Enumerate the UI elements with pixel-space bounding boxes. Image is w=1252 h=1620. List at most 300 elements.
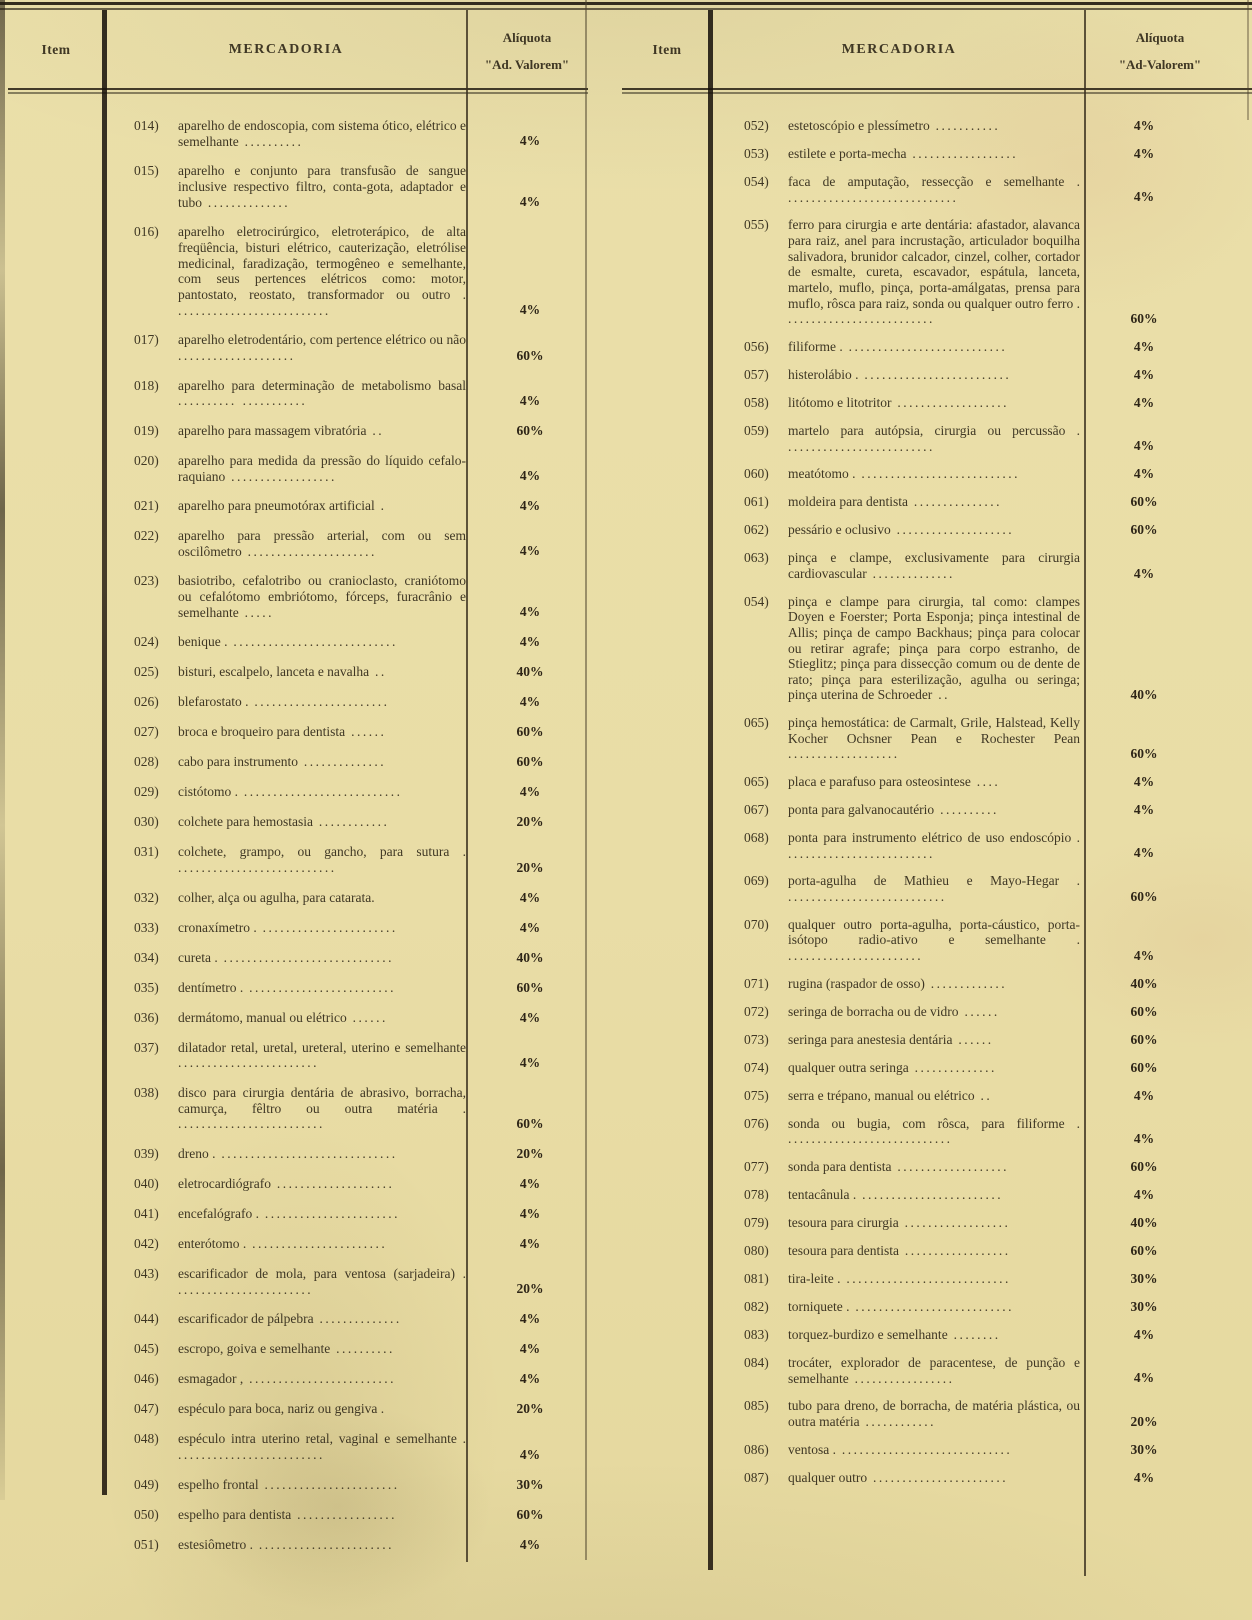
table-row: [744, 594, 1196, 704]
item-description: [178, 453, 478, 484]
item-number: 049): [134, 1476, 159, 1492]
item-number: 028): [134, 754, 159, 770]
item-description: [788, 395, 1092, 411]
item-description-text: tira-leite .: [788, 1271, 841, 1286]
dot-leader: .......................: [788, 948, 924, 964]
dot-leader: ............: [312, 814, 390, 830]
item-description-text: dilatador retal, uretal, ureteral, uterino e semelhante: [178, 1039, 466, 1055]
item-description: [178, 1401, 478, 1417]
item-number: 067): [744, 802, 769, 818]
item-rate: 40%: [1130, 1215, 1158, 1230]
item-description-text: ponta para galvanocautério: [788, 802, 935, 818]
item-number: 031): [134, 844, 159, 860]
item-rate: 4%: [519, 1446, 541, 1462]
column-header-item: Item: [41, 42, 71, 57]
item-number: 051): [134, 1536, 159, 1552]
dot-leader: ..: [366, 422, 385, 438]
item-rate: 4%: [519, 1176, 541, 1192]
dot-leader: ........................: [178, 1055, 319, 1071]
item-description-text: qualquer outro: [788, 1469, 868, 1485]
item-description: [788, 1299, 1092, 1315]
table-row: [134, 498, 582, 514]
dot-leader: ...........................: [855, 466, 1020, 482]
dot-leader: ........................: [856, 1187, 1004, 1202]
dot-leader: ..................: [898, 1215, 1011, 1230]
item-description: [788, 1004, 1092, 1020]
item-rate: 4%: [1133, 338, 1155, 354]
item-rate: 40%: [516, 664, 544, 680]
table-row: [134, 1401, 582, 1417]
item-description: [178, 224, 478, 318]
table-row: [134, 1477, 582, 1493]
table-row: [744, 217, 1196, 327]
dot-leader: .........................: [243, 979, 396, 995]
table-row: [134, 890, 582, 906]
item-description-text: sonda para dentista: [788, 1159, 892, 1174]
item-description: [788, 594, 1092, 704]
dot-leader: .......................: [256, 919, 398, 935]
table-row: [134, 1311, 582, 1327]
dot-leader: .......................: [248, 694, 390, 710]
item-rate: 4%: [519, 1371, 541, 1387]
item-description: [788, 873, 1092, 904]
dot-leader: .......................: [258, 1476, 400, 1492]
item-description: [788, 1442, 1092, 1458]
dot-leader: ...............: [907, 494, 1002, 510]
item-number: 030): [134, 814, 159, 830]
item-description-text: espéculo para boca, nariz ou gengiva .: [178, 1401, 385, 1417]
dot-leader: .............: [924, 975, 1008, 991]
dot-leader: ......: [346, 1009, 388, 1025]
item-number: 026): [134, 694, 159, 710]
item-number: 032): [134, 889, 159, 905]
table-row: [744, 830, 1196, 861]
item-rate: 4%: [1133, 1469, 1155, 1485]
item-number: 036): [134, 1009, 159, 1025]
item-description-text: dentímetro .: [178, 979, 244, 995]
item-rate: 4%: [1133, 1131, 1155, 1146]
item-description-text: eletrocardiógrafo: [178, 1176, 271, 1192]
item-description-text: aparelho para pneumotórax artificial: [178, 498, 375, 514]
item-description-text: bisturi, escalpelo, lanceta e navalha: [178, 664, 370, 680]
item-rate: 4%: [1133, 947, 1155, 963]
item-rate: 20%: [516, 1146, 544, 1162]
item-number: 038): [134, 1085, 159, 1101]
dot-leader: ....................: [890, 522, 1015, 538]
item-rate: 40%: [516, 949, 544, 965]
table-row: [134, 1371, 582, 1387]
item-rate: 60%: [1130, 1003, 1158, 1019]
table-row: [744, 339, 1196, 355]
item-description: [178, 784, 478, 800]
item-description: [178, 844, 478, 875]
item-description: [178, 1236, 478, 1252]
item-number: 054): [744, 174, 769, 189]
table-row: [134, 1206, 582, 1222]
item-description-text: encefalógrafo .: [178, 1206, 259, 1222]
item-rate: 4%: [519, 1055, 541, 1071]
item-description-text: esmagador ,: [178, 1371, 244, 1387]
item-rate: 20%: [516, 859, 544, 875]
item-number: 086): [744, 1441, 769, 1457]
dot-leader: ..............: [297, 754, 387, 770]
item-number: 069): [744, 873, 769, 889]
dot-leader: ..................: [225, 468, 337, 484]
item-rate: 4%: [519, 1236, 541, 1252]
table-row: [744, 1215, 1196, 1231]
item-description-text: filiforme .: [788, 338, 843, 354]
table-row: [744, 774, 1196, 790]
item-description-text: pinça e clampe para cirurgia, tal como: clampes Doyen e Foerster; Porta Esponja; pinça intestinal de Allis; pinça de campo Backhaus; pinça para colocar ou retirar agrafe; pinça para corpo estranho, de Stieglitz; pinça para dissecção comum ou de dente de rato; pinça para esterilização, agulha ou seringa; pinça uterina de Schroeder: [788, 593, 1080, 703]
item-number: 056): [744, 338, 769, 354]
dot-leader: ...................: [788, 746, 900, 762]
column-header-mercadoria: MERCADORIA: [841, 42, 957, 57]
item-description-text: histerolábio .: [788, 366, 859, 382]
dot-leader: ......: [345, 724, 387, 740]
item-rate: 4%: [519, 498, 541, 514]
item-description: [788, 466, 1092, 482]
item-number: 048): [134, 1431, 159, 1447]
item-rate: 4%: [519, 634, 541, 650]
item-rate: 4%: [519, 1206, 541, 1222]
dot-leader: .........................: [788, 438, 935, 454]
item-number: 060): [744, 466, 769, 482]
item-rate: 4%: [1133, 1087, 1155, 1103]
table-row: [744, 1159, 1196, 1175]
dot-leader: ......................: [241, 543, 377, 559]
item-description: [788, 1215, 1092, 1231]
item-description: [788, 774, 1092, 790]
item-rate: 60%: [516, 347, 544, 363]
item-description: [788, 1327, 1092, 1343]
item-number: 083): [744, 1327, 769, 1342]
item-rate: 4%: [519, 889, 541, 905]
header-rule: [622, 88, 1252, 90]
item-description: [178, 1266, 478, 1297]
item-description-text: rugina (raspador de osso): [788, 975, 925, 991]
table-row: [744, 550, 1196, 581]
item-description: [788, 715, 1092, 762]
item-rate: 30%: [516, 1476, 544, 1492]
item-description-text: aparelho para massagem vibratória: [178, 422, 367, 438]
dot-leader: ..........: [934, 802, 999, 818]
item-description-text: seringa para anestesia dentária: [788, 1031, 953, 1047]
table-row: [134, 378, 582, 409]
item-rate: 60%: [1130, 1059, 1158, 1075]
item-description: [178, 694, 478, 710]
item-rate: 4%: [519, 1311, 541, 1327]
item-description: [178, 1431, 478, 1462]
item-number: 063): [744, 550, 769, 566]
item-number: 073): [744, 1031, 769, 1047]
item-number: 037): [134, 1039, 159, 1055]
dot-leader: .....: [238, 604, 274, 620]
item-rate: 4%: [519, 468, 541, 484]
table-row: [134, 1236, 582, 1252]
column-header-mercadoria: MERCADORIA: [228, 42, 344, 57]
item-description: [178, 664, 478, 680]
item-number: 054): [744, 593, 769, 609]
item-rate: 4%: [1133, 438, 1155, 454]
dot-leader: ...................: [891, 394, 1009, 410]
item-number: 062): [744, 522, 769, 538]
table-row: [744, 1299, 1196, 1315]
item-number: 081): [744, 1271, 769, 1286]
dot-leader: .........................: [788, 845, 935, 861]
item-number: 076): [744, 1115, 769, 1131]
item-number: 023): [134, 573, 159, 589]
item-number: 072): [744, 1003, 769, 1019]
table-row: [744, 1470, 1196, 1486]
item-description: [788, 917, 1092, 964]
item-number: 033): [134, 919, 159, 935]
table-row: [134, 950, 582, 966]
item-rate: 4%: [519, 784, 541, 800]
item-rate: 4%: [1133, 1187, 1155, 1202]
table-row: [134, 784, 582, 800]
item-description-text: cabo para instrumento: [178, 754, 298, 770]
item-description: [788, 1116, 1092, 1147]
dot-leader: ..............: [202, 194, 291, 210]
item-rate: 4%: [519, 1536, 541, 1552]
table-row: [744, 174, 1196, 205]
item-description-text: cistótomo .: [178, 784, 238, 800]
dot-leader: ...........: [929, 118, 1001, 133]
item-description-text: moldeira para dentista: [788, 494, 908, 510]
item-description: [178, 423, 478, 439]
item-rate: 60%: [516, 754, 544, 770]
table-row: [744, 494, 1196, 510]
item-description: [788, 1088, 1092, 1104]
table-row: [134, 844, 582, 875]
item-rate: 4%: [519, 392, 541, 408]
item-description: [788, 339, 1092, 355]
item-rate: 4%: [519, 604, 541, 620]
dot-leader: ..: [369, 664, 387, 680]
column-header-aliquota: [1084, 24, 1236, 79]
item-description-text: porta-agulha de Mathieu e Mayo-Hegar .: [788, 873, 1080, 889]
table-row: [134, 1341, 582, 1357]
item-rate: 60%: [516, 979, 544, 995]
table-row: [744, 466, 1196, 482]
item-number: 024): [134, 634, 159, 650]
item-number: 029): [134, 784, 159, 800]
item-description: [178, 1085, 478, 1132]
table-row: [744, 1088, 1196, 1104]
table-row: [744, 1243, 1196, 1259]
item-description-text: basiotribo, cefalotribo ou cranioclasto, craniótomo ou cefalótomo embriótomo, fórceps, furacrânio e semelhante: [178, 573, 466, 620]
item-description-text: estesiômetro .: [178, 1536, 253, 1552]
item-rate: 4%: [1133, 394, 1155, 410]
item-rate: 4%: [1133, 189, 1155, 205]
table-row: [134, 573, 582, 620]
dot-leader: .......... ...........: [178, 393, 308, 409]
item-rate: 4%: [1133, 366, 1155, 382]
item-description: [788, 1060, 1092, 1076]
item-description-text: aparelho e conjunto para transfusão de sangue inclusive respectivo filtro, conta-gota, adaptador e tubo: [178, 163, 466, 210]
tariff-table-left: [8, 0, 588, 1620]
item-rate: 60%: [1130, 888, 1158, 904]
item-number: 071): [744, 975, 769, 991]
dot-leader: ......: [952, 1031, 994, 1047]
table-row: [744, 423, 1196, 454]
dot-leader: .........................: [178, 1116, 325, 1132]
item-number: 078): [744, 1187, 769, 1202]
item-description: [788, 976, 1092, 992]
item-description: [788, 494, 1092, 510]
table-header: [8, 12, 588, 88]
item-rate: 4%: [519, 302, 541, 318]
table-row: [134, 1266, 582, 1297]
item-number: 044): [134, 1311, 159, 1327]
item-description: [788, 1355, 1092, 1386]
table-row: [744, 1398, 1196, 1429]
dot-leader: .................: [848, 1370, 955, 1386]
item-rate: 60%: [516, 1506, 544, 1522]
column-header-aliquota-line2: "Ad. Valorem": [484, 57, 570, 73]
item-description-text: qualquer outro porta-agulha, porta-cáustico, porta-isótopo radio-ativo e semelhante .: [788, 916, 1080, 948]
dot-leader: .............................: [788, 189, 959, 205]
item-number: 082): [744, 1299, 769, 1314]
item-number: 045): [134, 1341, 159, 1357]
table-row: [744, 873, 1196, 904]
item-number: 075): [744, 1087, 769, 1103]
item-rate: 4%: [519, 133, 541, 149]
dot-leader: ....: [970, 774, 1001, 790]
dot-leader: ...........................: [238, 784, 403, 800]
item-number: 039): [134, 1146, 159, 1162]
item-description: [178, 1371, 478, 1387]
item-number: 077): [744, 1159, 769, 1174]
item-rate: 20%: [1130, 1413, 1158, 1429]
item-description-text: cureta .: [178, 949, 218, 965]
item-description-text: ventosa .: [788, 1441, 836, 1457]
item-rate: 60%: [1130, 310, 1158, 326]
dot-leader: ............: [859, 1413, 936, 1429]
item-rate: 4%: [519, 919, 541, 935]
dot-leader: ..................: [898, 1243, 1011, 1258]
item-number: 020): [134, 452, 159, 468]
item-description-text: tesoura para dentista: [788, 1243, 899, 1258]
item-description-text: faca de amputação, ressecção e semelhante .: [788, 174, 1080, 189]
item-description-text: trocáter, explorador de paracentese, de punção e semelhante: [788, 1355, 1080, 1386]
item-number: 042): [134, 1236, 159, 1252]
dot-leader: ..........: [330, 1341, 395, 1357]
item-description: [788, 1398, 1092, 1429]
table-row: [134, 814, 582, 830]
item-number: 065): [744, 715, 769, 731]
item-number: 059): [744, 422, 769, 438]
dot-leader: ..: [932, 687, 950, 703]
table-row: [744, 146, 1196, 162]
item-description: [788, 522, 1092, 538]
item-rate: 4%: [1133, 802, 1155, 818]
item-number: 079): [744, 1215, 769, 1230]
item-number: 065): [744, 774, 769, 790]
item-description-text: torquez-burdizo e semelhante: [788, 1327, 948, 1342]
item-rate: 4%: [1133, 845, 1155, 861]
item-rate: 4%: [519, 1341, 541, 1357]
item-number: 015): [134, 163, 159, 179]
item-description-text: colher, alça ou agulha, para catarata.: [178, 889, 375, 905]
item-number: 087): [744, 1469, 769, 1485]
dot-leader: ............................: [840, 1271, 1011, 1286]
table-body: [8, 118, 588, 1567]
item-description: [788, 1032, 1092, 1048]
item-number: 068): [744, 830, 769, 846]
table-row: [744, 1032, 1196, 1048]
item-rate: 20%: [516, 1401, 544, 1417]
dot-leader: .........................: [178, 1447, 325, 1462]
item-rate: 30%: [1130, 1271, 1158, 1286]
item-rate: 60%: [1130, 1159, 1158, 1174]
dot-leader: .........................: [243, 1371, 396, 1387]
item-description: [178, 378, 478, 409]
dot-leader: .......................: [867, 1469, 1009, 1485]
table-row: [134, 423, 582, 439]
item-number: 035): [134, 979, 159, 995]
item-rate: 4%: [519, 194, 541, 210]
item-description-text: pinça hemostática: de Carmalt, Grile, Halstead, Kelly Kocher Ochsner Pean e Rochester Pean: [788, 715, 1080, 746]
item-rate: 4%: [1133, 146, 1155, 161]
item-description-text: dreno .: [178, 1146, 216, 1162]
item-rate: 4%: [519, 543, 541, 559]
item-description: [178, 1010, 478, 1026]
item-number: 047): [134, 1401, 159, 1417]
item-number: 021): [134, 498, 159, 514]
item-rate: 60%: [516, 724, 544, 740]
item-description-text: pinça e clampe, exclusivamente para cirurgia cardiovascular: [788, 550, 1080, 581]
item-description: [178, 118, 478, 149]
table-row: [134, 1537, 582, 1553]
table-row: [134, 1146, 582, 1162]
item-rate: 4%: [1133, 1327, 1155, 1342]
item-rate: 60%: [1130, 1031, 1158, 1047]
item-description-text: torniquete .: [788, 1299, 850, 1314]
dot-leader: ...........................: [849, 1299, 1014, 1314]
table-row: [744, 976, 1196, 992]
dot-leader: .......................: [178, 1281, 314, 1297]
dot-leader: .............................: [217, 949, 394, 965]
item-description: [178, 1040, 478, 1071]
table-row: [744, 1004, 1196, 1020]
item-rate: 4%: [1133, 466, 1155, 482]
item-description: [178, 528, 478, 559]
item-description-text: aparelho de endoscopia, com sistema ótico, elétrico e semelhante: [178, 118, 466, 149]
item-description: [178, 890, 478, 906]
item-description-text: espelho para dentista: [178, 1506, 292, 1522]
dot-leader: .................: [291, 1506, 397, 1522]
item-description-text: sonda ou bugia, com rôsca, para filiforme .: [788, 1115, 1080, 1131]
item-description-text: meatótomo .: [788, 466, 856, 482]
item-number: 041): [134, 1206, 159, 1222]
item-number: 016): [134, 224, 159, 240]
item-number: 055): [744, 217, 769, 233]
item-number: 019): [134, 422, 159, 438]
column-header-aliquota-line2: "Ad-Valorem": [1118, 57, 1202, 73]
dot-leader: .......................: [258, 1206, 400, 1222]
dot-leader: ...........................: [842, 338, 1008, 354]
item-rate: 4%: [1133, 118, 1155, 133]
table-row: [744, 1116, 1196, 1147]
table-row: [744, 802, 1196, 818]
item-description-text: serra e trépano, manual ou elétrico: [788, 1087, 975, 1103]
item-number: 057): [744, 366, 769, 382]
item-description-text: escropo, goiva e semelhante: [178, 1341, 331, 1357]
item-description: [788, 830, 1092, 861]
item-description-text: ferro para cirurgia e arte dentária: afastador, alavanca para raiz, anel para incrustação, articulador boquilha salivadora, brunidor calcador, cinzel, colher, cortador de esmalte, cureta, escavador, espátula, lanceta, martelo, muflo, pinça, porta-amálgatas, prensa para muflo, rôsca para raiz, sonda ou qualquer outro ferro .: [788, 217, 1080, 311]
item-description: [178, 814, 478, 830]
